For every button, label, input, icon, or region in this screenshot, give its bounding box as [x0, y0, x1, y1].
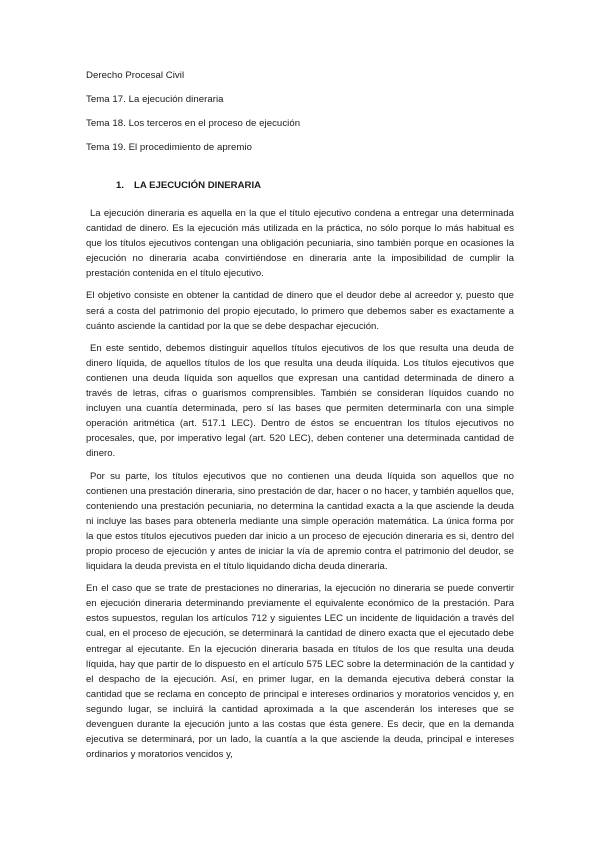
paragraph-5: En el caso que se trate de prestaciones no dinerarias, la ejecución no dineraria se puede convertir en ejecución dineraria determinando previamente el equivalente económico de la prestación. Para estos supuestos, regulan los artículos 712 y siguientes LEC un incidente de liquidación a través del cual, en el proceso de ejecución, se determinará la cantidad de dinero exacta que el ejecutado debe entregar al ejecutante. En la ejecución dineraria basada en títulos de los que resulta una deuda líquida, hay que partir de lo dispuesto en el artículo 575 LEC sobre la determinación de la cantidad y el despacho de la ejecución. Así, en primer lugar, en la demanda ejecutiva deberá constar la cantidad que se reclama en concepto de principal e intereses ordinarios y moratorios vencidos y, en segundo lugar, se incluirá la cantidad aproximada a la que ascenderán los intereses que se devenguen durante la ejecución junto a las costas que ésta genere. Es decir, que en la demanda ejecutiva se determinará, por un lado, la cuantía a la que asciende la deuda, principal e intereses ordinarios y moratorios vencidos y, [86, 583, 514, 761]
topic-19: Tema 19. El procedimiento de apremio [86, 142, 253, 153]
paragraph-4: Por su parte, los títulos ejecutivos que no contienen una deuda líquida son aquellos que no contienen una prestación dineraria, sino prestación de dar, hacer o no hacer, y también aquellos que, conteniendo una prestación pecuniaria, no determina la cantidad exacta a la que asciende la deuda ni incluye las bases para obtenerla mediante una simple operación matemática. La única forma por la que estos títulos ejecutivos pueden dar inicio a un proceso de ejecución dineraria es si, dentro del propio proceso de ejecución y antes de iniciar la vía de apremio contra el patrimonio del deudor, se liquidara la deuda prevista en el título liquidando dicha deuda dineraria. [86, 470, 514, 573]
paragraph-3: En este sentido, debemos distinguir aquellos títulos ejecutivos de los que resulta una deuda de dinero líquida, de aquellos títulos de los que resulta una deuda ilíquida. Los títulos ejecutivos que contienen una deuda líquida son aquellos que expresan una cantidad determinada de dinero a través de letras, cifras o guarismos comprensibles. También se consideran líquidos cuando no incluyen una cuantía determinada, pero sí las bases que permiten determinarla con una simple operación aritmética (art. 517.1 LEC). Dentro de éstos se encuentran los títulos ejecutivos no procesales, que, por imperativo legal (art. 520 LEC), deben contener una determinada cantidad de dinero. [86, 342, 514, 460]
paragraph-1: La ejecución dineraria es aquella en la que el título ejecutivo condena a entregar una determinada cantidad de dinero. Es la ejecución más utilizada en la práctica, no sólo porque lo más habitual es que los títulos ejecutivos contengan una obligación pecuniaria, sino también porque en ocasiones la ejecución no dineraria acaba convirtiéndose en dineraria ante la imposibilidad de cumplir la prestación contenida en el título ejecutivo. [86, 208, 514, 280]
section-title: LA EJECUCIÓN DINERARIA [134, 180, 262, 191]
topic-17: Tema 17. La ejecución dineraria [86, 94, 224, 105]
section-number: 1. [116, 180, 125, 191]
topic-18: Tema 18. Los terceros en el proceso de ejecución [86, 118, 301, 129]
paragraph-2: El objetivo consiste en obtener la cantidad de dinero que el deudor debe al acreedor y, puesto que será a costa del patrimonio del propio ejecutado, lo primero que debemos saber es exactamente a cuánto asciende la cantidad por la que se debe despachar ejecución. [86, 290, 514, 332]
section-heading [86, 180, 514, 192]
course-title: Derecho Procesal Civil [86, 70, 185, 81]
